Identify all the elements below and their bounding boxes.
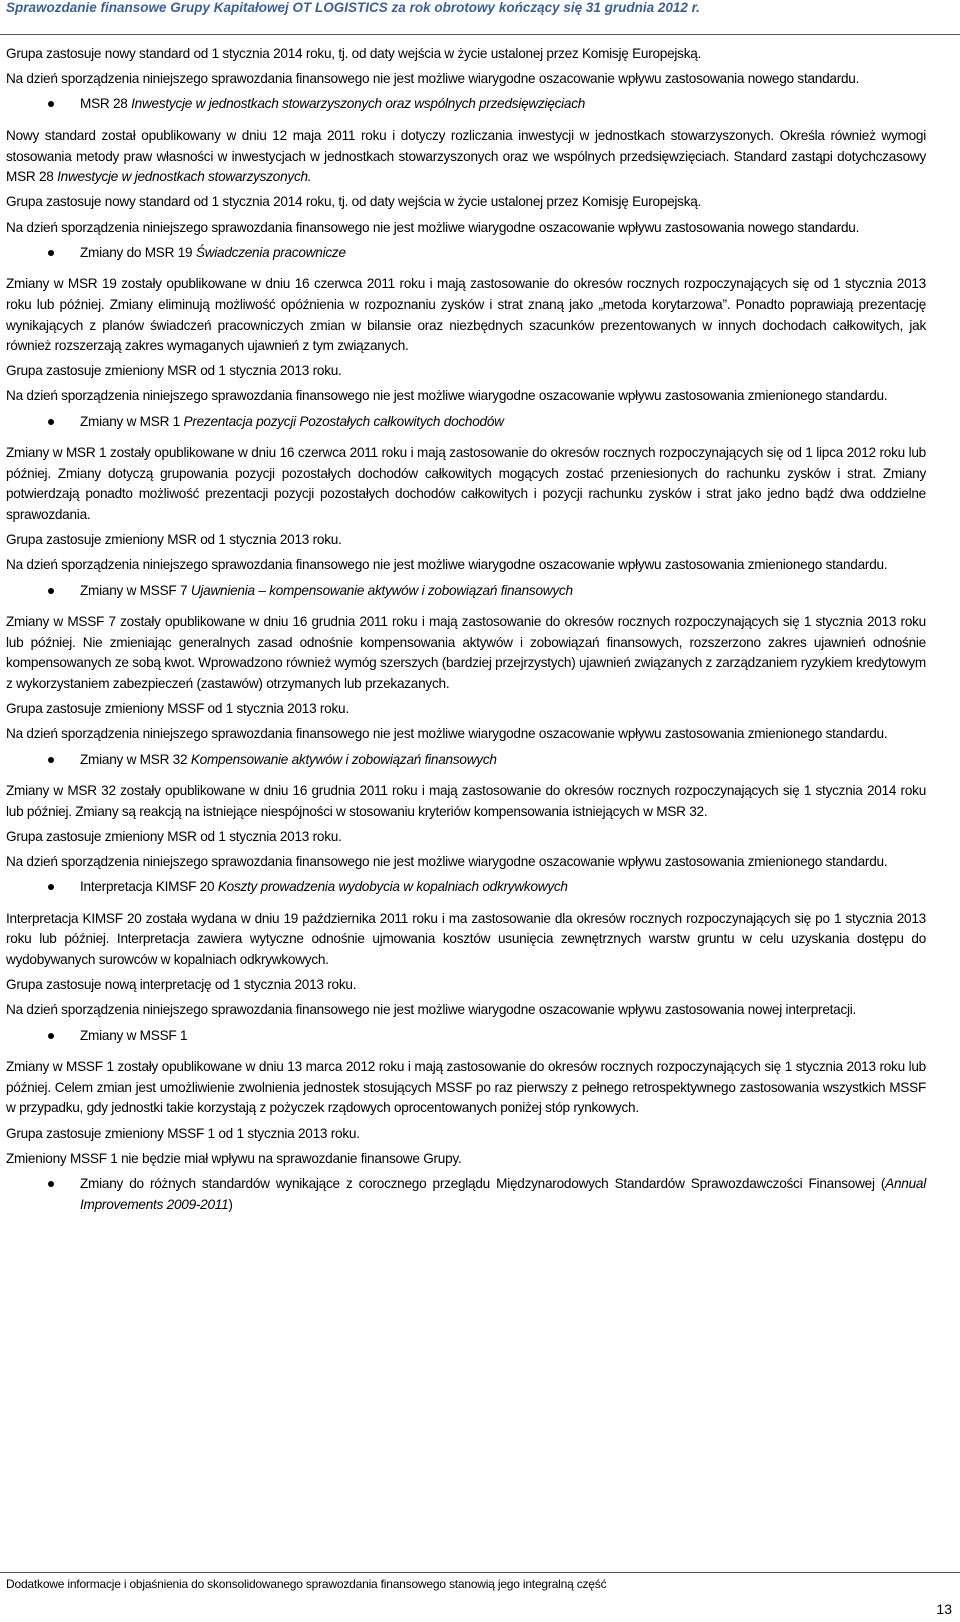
- paragraph: [6, 386, 926, 407]
- paragraph: [6, 909, 926, 971]
- paragraph: [6, 1124, 926, 1145]
- paragraph: [6, 827, 926, 848]
- text-segment: Interpretacja KIMSF 20 została wydana w dniu 19 października 2011 roku i ma zastosowanie dla okresów rocznych rozpoczynających się po 1 stycznia 2013 roku lub później. Interpretacja zawiera wytyczne odnośnie ujmowania kosztów usunięcia zewnętrznych warstw gruntu w celu uzyskania dostępu do wydobywanych surowców w kopalniach odkrywkowych.: [6, 910, 926, 968]
- text-segment: Zmieniony MSSF 1 nie będzie miał wpływu na sprawozdanie finansowe Grupy.: [6, 1150, 462, 1166]
- paragraph: [6, 781, 926, 822]
- bullet-icon: [48, 1033, 54, 1039]
- paragraph: [6, 192, 926, 213]
- paragraph: [6, 126, 926, 188]
- bullet-icon: [48, 588, 54, 594]
- bullet-heading: [6, 412, 926, 433]
- header-title: Sprawozdanie finansowe Grupy Kapitałowej OT LOGISTICS za rok obrotowy kończący się 31 grudnia 2012 r.: [6, 0, 700, 15]
- paragraph: [6, 530, 926, 551]
- text-segment: Na dzień sporządzenia niniejszego sprawozdania finansowego nie jest możliwe wiarygodne oszacowanie wpływu zastosowania zmienionego standardu.: [6, 557, 888, 573]
- page-header: [0, 0, 960, 35]
- text-segment: Zmiany w MSR 1: [80, 413, 184, 429]
- bullet-heading: [6, 1174, 926, 1215]
- text-segment: Zmiany w MSR 32: [80, 751, 191, 767]
- text-segment: Grupa zastosuje zmieniony MSSF od 1 stycznia 2013 roku.: [6, 701, 349, 717]
- text-segment: Zmiany w MSSF 1 zostały opublikowane w dniu 13 marca 2012 roku i mają zastosowanie do okresów rocznych rozpoczynających się 1 stycznia 2013 roku lub później. Celem zmian jest umożliwienie zwolnienia jednostek stosujących MSSF po raz pierwszy z pełnego retrospektywnego zastosowania wszystkich MSSF w przypadku, gdy jednostki takie korzystają z pożyczek rządowych oprocentowanych poniżej stóp rynkowych.: [6, 1059, 926, 1116]
- footer-text: Dodatkowe informacje i objaśnienia do skonsolidowanego sprawozdania finansowego stanowią jego integralną część: [6, 1577, 607, 1591]
- text-segment: ): [228, 1196, 233, 1212]
- paragraph: [6, 724, 926, 745]
- paragraph: [6, 1149, 926, 1170]
- paragraph: [6, 69, 926, 90]
- page-footer: [0, 1572, 960, 1617]
- text-segment: Zmiany w MSR 32 zostały opublikowane w dniu 16 grudnia 2011 roku i mają zastosowanie do okresów rocznych rozpoczynających się 1 stycznia 2014 roku lub później. Zmiany są reakcją na istniejące niespójności w stosowaniu kryteriów kompensowania istniejących w MSR 32.: [6, 783, 926, 819]
- italic-text: Koszty prowadzenia wydobycia w kopalniach odkrywkowych: [217, 879, 568, 895]
- text-segment: Grupa zastosuje nową interpretację od 1 stycznia 2013 roku.: [6, 977, 357, 993]
- paragraph: [6, 699, 926, 720]
- bullet-icon: [48, 250, 54, 256]
- text-segment: Zmiany w MSR 1 zostały opublikowane w dniu 16 czerwca 2011 roku i mają zastosowanie do okresów rocznych rozpoczynających się od 1 lipca 2012 roku lub później. Zmiany dotyczą grupowania pozycji pozostałych dochodów całkowitych mogących zostać przeniesionych do rachunku zysków i strat. Zmiany potwierdzają ponadto możliwość prezentacji pozycji pozostałych dochodów całkowitych i pozycji rachunku zysków i strat jako jedno bądź dwa oddzielne sprawozdania.: [6, 445, 926, 523]
- paragraph: [6, 44, 926, 65]
- italic-text: Kompensowanie aktywów i zobowiązań finansowych: [190, 751, 497, 767]
- text-segment: Grupa zastosuje zmieniony MSR od 1 stycznia 2013 roku.: [6, 532, 342, 548]
- text-segment: Na dzień sporządzenia niniejszego sprawozdania finansowego nie jest możliwe wiarygodne oszacowanie wpływu zastosowania nowego standardu.: [6, 71, 860, 87]
- bullet-icon: [48, 1181, 54, 1187]
- bullet-heading: [6, 750, 926, 771]
- paragraph: [6, 612, 926, 694]
- bullet-heading: [6, 243, 926, 264]
- italic-text: Inwestycje w jednostkach stowarzyszonych.: [57, 169, 312, 185]
- text-segment: Na dzień sporządzenia niniejszego sprawozdania finansowego nie jest możliwe wiarygodne oszacowanie wpływu zastosowania nowej interpretacji.: [6, 1002, 857, 1018]
- bullet-heading: [6, 94, 926, 115]
- text-segment: Grupa zastosuje zmieniony MSSF 1 od 1 stycznia 2013 roku.: [6, 1125, 360, 1141]
- document-body: [6, 44, 926, 1226]
- text-segment: Grupa zastosuje nowy standard od 1 stycznia 2014 roku, tj. od daty wejścia w życie ustalonej przez Komisję Europejską.: [6, 194, 702, 210]
- paragraph: [6, 218, 926, 239]
- text-segment: Na dzień sporządzenia niniejszego sprawozdania finansowego nie jest możliwe wiarygodne oszacowanie wpływu zastosowania zmienionego standardu.: [6, 726, 888, 742]
- text-segment: Nowy standard został opublikowany w dniu 12 maja 2011 roku i dotyczy rozliczania inwestycji w jednostkach stowarzyszonych. Określa również wymogi stosowania metody praw własności w inwestycjach w jednostkach stowarzyszonych oraz we wspólnych przedsięwzięciach. Standard zastąpi dotychczasowy MSR 28: [6, 127, 926, 185]
- bullet-heading: [6, 581, 926, 602]
- paragraph: [6, 1057, 926, 1119]
- text-segment: Grupa zastosuje zmieniony MSR od 1 stycznia 2013 roku.: [6, 828, 342, 844]
- text-segment: Zmiany w MSSF 7 zostały opublikowane w dniu 16 grudnia 2011 roku i mają zastosowanie do okresów rocznych rozpoczynających się 1 stycznia 2013 roku lub później. Nie zmieniając generalnych zasad odnośnie kompensowania aktywów i zobowiązań finansowych, rozszerzono zakres ujawnień odnośnie kompensowanych ze sobą kwot. Wprowadzono również wymóg szerszych (bardziej przejrzystych) ujawnień związanych z zarządzaniem ryzykiem kredytowym z wykorzystaniem zabezpieczeń (zastawów) otrzymanych lub przekazanych.: [6, 614, 926, 691]
- bullet-heading: [6, 877, 926, 898]
- italic-text: Świadczenia pracownicze: [195, 244, 346, 260]
- text-segment: Na dzień sporządzenia niniejszego sprawozdania finansowego nie jest możliwe wiarygodne oszacowanie wpływu zastosowania zmienionego standardu.: [6, 854, 888, 870]
- bullet-heading: [6, 1026, 926, 1047]
- text-segment: MSR 28: [80, 96, 132, 112]
- paragraph: [6, 975, 926, 996]
- text-segment: Grupa zastosuje zmieniony MSR od 1 stycznia 2013 roku.: [6, 363, 342, 379]
- paragraph: [6, 361, 926, 382]
- text-segment: Na dzień sporządzenia niniejszego sprawozdania finansowego nie jest możliwe wiarygodne oszacowanie wpływu zastosowania nowego standardu.: [6, 219, 860, 235]
- text-segment: Interpretacja KIMSF 20: [80, 879, 218, 895]
- text-segment: Zmiany w MSSF 7: [80, 582, 191, 598]
- text-segment: Na dzień sporządzenia niniejszego sprawozdania finansowego nie jest możliwe wiarygodne oszacowanie wpływu zastosowania zmienionego standardu.: [6, 388, 888, 404]
- bullet-icon: [48, 757, 54, 763]
- text-segment: Zmiany w MSR 19 zostały opublikowane w dniu 16 czerwca 2011 roku i mają zastosowanie do okresów rocznych rozpoczynających się od 1 stycznia 2013 roku lub później. Zmiany eliminują możliwość opóźnienia w rozpoznaniu zysków i strat znaną jako „metoda korytarzowa”. Ponadto poprawiają prezentację wynikających z planów świadczeń pracowniczych zmian w bilansie oraz niezbędnych szacunków prezentowanych w innych dochodach całkowitych, jak również rozszerzają zakres wymaganych ujawnień z tym związanych.: [6, 276, 926, 354]
- paragraph: [6, 1000, 926, 1021]
- paragraph: [6, 555, 926, 576]
- paragraph: [6, 852, 926, 873]
- paragraph: [6, 443, 926, 525]
- italic-text: Prezentacja pozycji Pozostałych całkowitych dochodów: [183, 413, 504, 429]
- italic-text: Ujawnienia – kompensowanie aktywów i zobowiązań finansowych: [190, 582, 573, 598]
- text-segment: Zmiany do MSR 19: [80, 244, 196, 260]
- italic-text: Annual Improvements 2009-2011: [80, 1175, 926, 1212]
- bullet-icon: [48, 101, 54, 107]
- bullet-icon: [48, 884, 54, 890]
- text-segment: Zmiany do różnych standardów wynikające z corocznego przeglądu Międzynarodowych Standardów Sprawozdawczości Finansowej (: [80, 1175, 886, 1191]
- italic-text: Inwestycje w jednostkach stowarzyszonych oraz wspólnych przedsięwzięciach: [131, 96, 586, 112]
- bullet-icon: [48, 419, 54, 425]
- paragraph: [6, 274, 926, 356]
- page-number: 13: [936, 1601, 952, 1617]
- text-segment: Zmiany w MSSF 1: [80, 1027, 188, 1043]
- text-segment: Grupa zastosuje nowy standard od 1 stycznia 2014 roku, tj. od daty wejścia w życie ustalonej przez Komisję Europejską.: [6, 46, 702, 61]
